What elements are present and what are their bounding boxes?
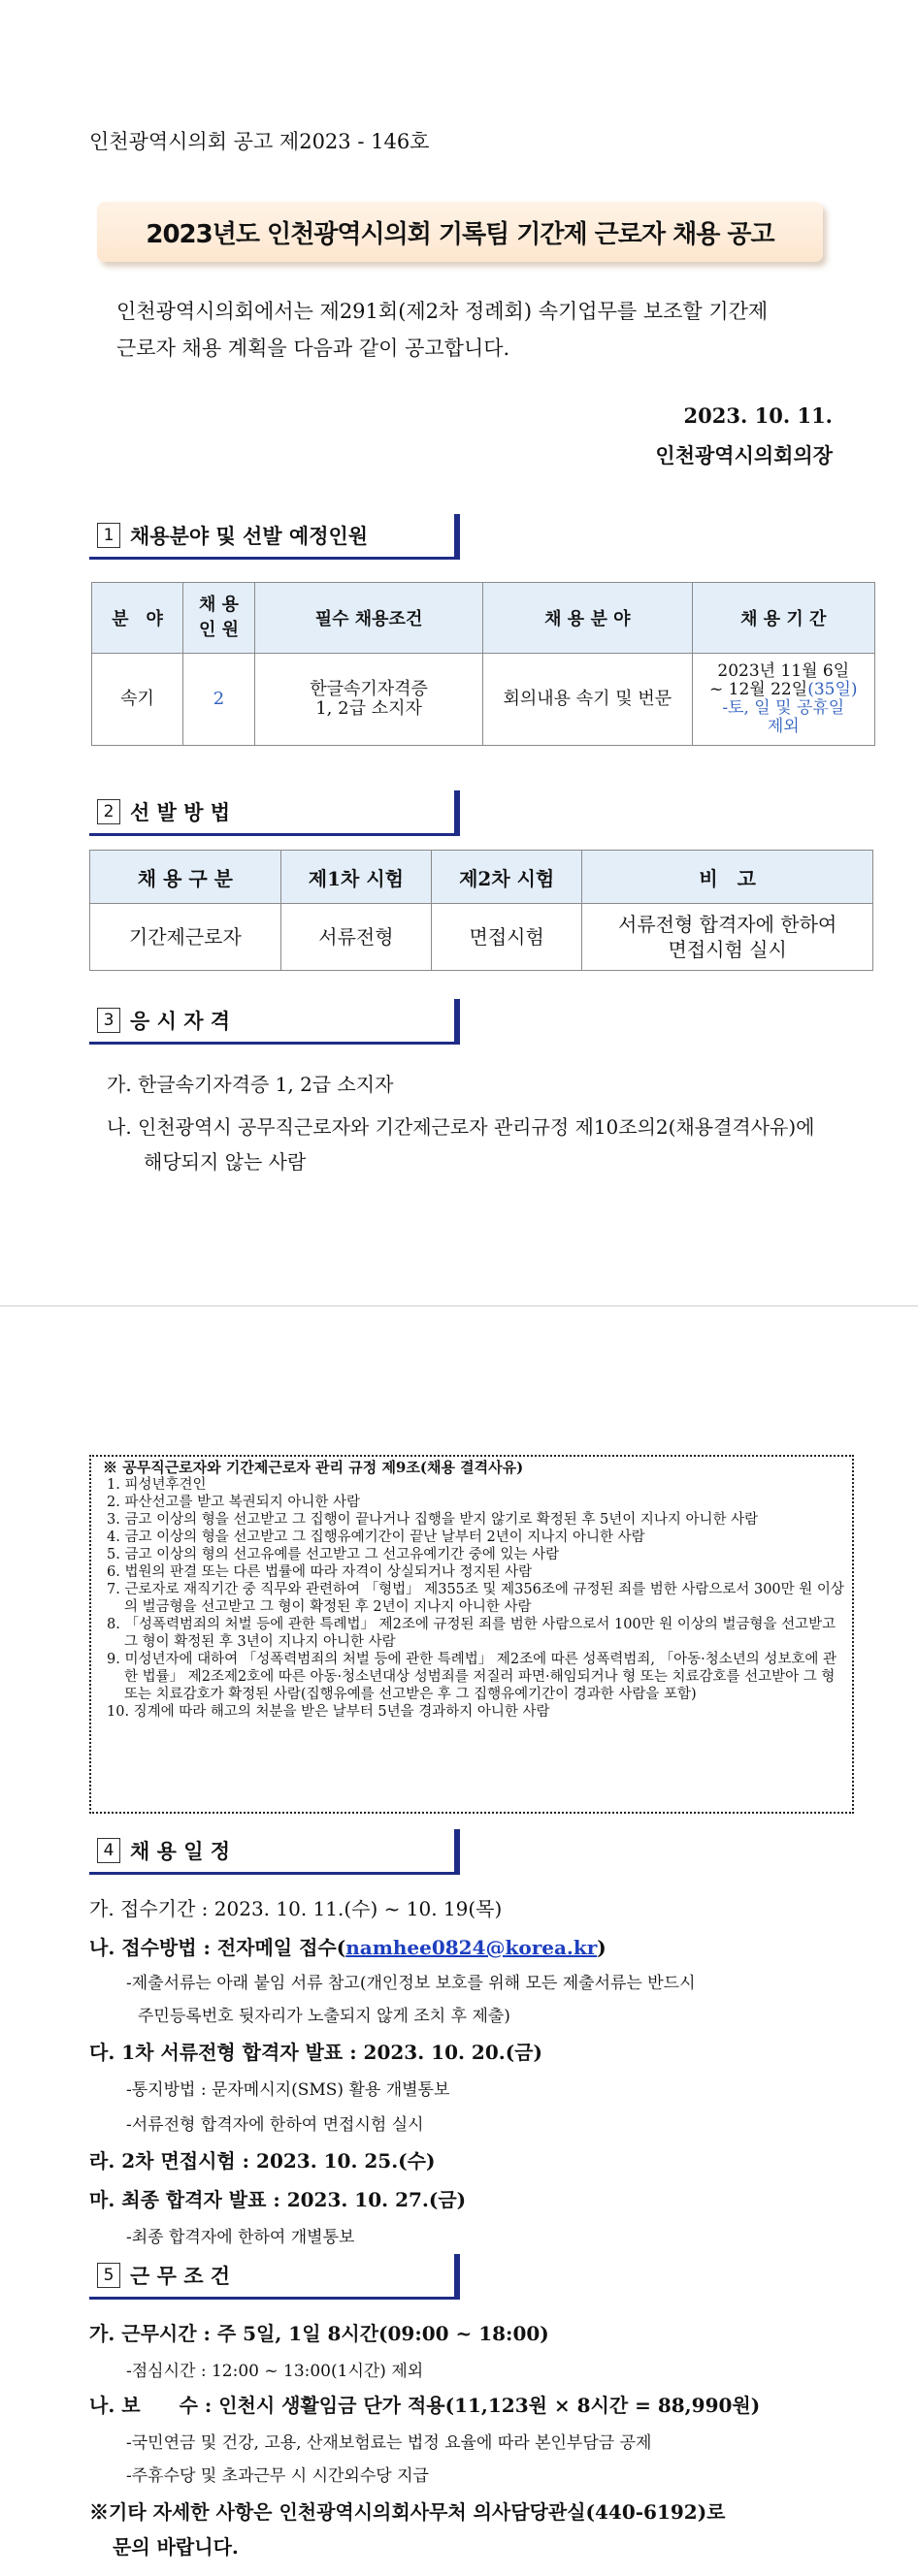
section-2-heading [89,790,460,836]
schedule-e: 마. 최종 합격자 발표 : 2023. 10. 27.(금) [89,2188,467,2211]
table-header-row [92,583,875,654]
disqualification-title: ※ 공무직근로자와 기간제근로자 관리 규정 제9조(채용 결격사유) [103,1459,524,1476]
period-days: (35일) [807,680,858,699]
schedule-e-sub: -최종 합격자에 한하여 개별통보 [126,2228,355,2247]
section-1-title: 채용분야 및 선발 예정인원 [130,525,369,548]
condition-line-1: 한글속기자격증 [310,679,428,699]
list-item: 1. 피성년후견인 [107,1477,207,1493]
col-period: 채 용 기 간 [692,583,874,654]
disqualification-box [89,1455,854,1814]
condition-a: 가. 근무시간 : 주 5일, 1일 8시간(09:00 ~ 18:00) [89,2322,549,2345]
title-banner [97,202,823,262]
note-line-2: 면접시험 실시 [668,938,787,961]
intro-line-1: 인천광역시의회에서는 제291회(제2차 정례회) 속기업무를 보조할 기간제 [116,300,769,323]
test-2-cell: 면접시험 [432,904,582,971]
intro-text [116,293,854,367]
page-title: 2023년도 인천광역시의회 기록팀 기간제 근로자 채용 공고 [146,219,774,249]
section-3-heading [89,999,460,1045]
condition-a-sub: -점심시간 : 12:00 ~ 13:00(1시간) 제외 [126,2362,424,2381]
test-1-cell: 서류전형 [280,904,431,971]
table-header-row [90,851,873,904]
list-item: 10. 징계에 따라 해고의 처분을 받은 날부터 5년을 경과하지 아니한 사람 [107,1704,550,1720]
list-item: 6. 법원의 판결 또는 다른 법률에 따라 자격이 상실되거나 정지된 사람 [107,1564,533,1580]
section-3-title: 응 시 자 격 [130,1010,231,1033]
notice-number: 인천광역시의회 공고 제2023 - 146호 [89,130,430,153]
section-1-heading [89,514,460,560]
condition-line-2: 1, 2급 소지자 [315,698,422,719]
qualification-b-cont: 해당되지 않는 사람 [144,1150,307,1174]
schedule-a: 가. 접수기간 : 2023. 10. 11.(수) ~ 10. 19(목) [89,1897,503,1920]
contact-note-cont: 문의 바랍니다. [113,2535,239,2559]
col-count: 채 용 인 원 [182,583,254,654]
table-row [90,904,873,971]
table-row [92,654,875,746]
email-link[interactable]: namhee0824@korea.kr [345,1936,598,1959]
issuer: 인천광역시의회의장 [655,443,833,467]
section-3-number: 3 [97,1008,120,1033]
condition-cell [255,654,483,746]
section-4-number: 4 [97,1838,120,1863]
section-2-title: 선 발 방 법 [130,801,231,824]
schedule-c-sub-2: -서류전형 합격자에 한하여 면접시험 실시 [126,2115,424,2135]
period-line-4: 제외 [767,717,800,736]
schedule-b-sub-2: 주민등록번호 뒷자리가 노출되지 않게 조치 후 제출) [138,2007,510,2026]
schedule-b-suffix: ) [597,1936,607,1959]
period-line-3: -토, 일 및 공휴일 [722,698,845,718]
period-end: ~ 12월 22일 [709,680,808,699]
condition-b: 나. 보 수 : 인천시 생활임금 단가 적용(11,123원 × 8시간 = 88,990원) [89,2394,761,2417]
page-divider [0,1305,918,1306]
duty-cell: 회의내용 속기 및 번문 [483,654,692,746]
section-4-title: 채 용 일 정 [130,1840,231,1863]
section-2-number: 2 [97,799,120,824]
col-type: 채 용 구 분 [90,851,281,904]
condition-b-sub-2: -주휴수당 및 초과근무 시 시간외수당 지급 [126,2466,429,2486]
note-line-1: 서류전형 합격자에 한하여 [618,913,837,936]
list-item: 8. 「성폭력범죄의 처벌 등에 관한 특례법」 제2조에 규정된 죄를 범한 사람으로서 100만 원 이상의 벌금형을 선고받고 그 형이 확정된 후 3년이 지나지 아니한 사람 [107,1617,836,1650]
qualification-a: 가. 한글속기자격증 1, 2급 소지자 [107,1073,394,1096]
list-item: 4. 금고 이상의 형을 선고받고 그 집행유예기간이 끝난 날부터 2년이 지나지 아니한 사람 [107,1530,645,1545]
condition-b-sub-1: -국민연금 및 건강, 고용, 산재보험료는 법정 요율에 따라 본인부담금 공제 [126,2433,652,2453]
section-5-heading [89,2254,460,2300]
section-5-number: 5 [97,2263,120,2288]
qualification-b: 나. 인천광역시 공무직근로자와 기간제근로자 관리규정 제10조의2(채용결격사유)에 [107,1115,815,1139]
schedule-b [89,1932,607,1960]
period-line-1: 2023년 11월 6일 [717,661,850,681]
section-5-title: 근 무 조 건 [130,2265,231,2288]
schedule-b-prefix: 나. 접수방법 : 전자메일 접수( [89,1936,346,1959]
col-duty: 채 용 분 야 [483,583,692,654]
col-test-1: 제1차 시험 [280,851,431,904]
schedule-b-sub-1: -제출서류는 아래 붙임 서류 참고(개인정보 보호를 위해 모든 제출서류는 반드시 [126,1974,696,1993]
col-note: 비 고 [582,851,873,904]
section-1-number: 1 [97,523,120,548]
recruitment-table [91,582,875,746]
schedule-c: 다. 1차 서류전형 합격자 발표 : 2023. 10. 20.(금) [89,2041,542,2064]
list-item: 5. 금고 이상의 형의 선고유예를 선고받고 그 선고유예기간 중에 있는 사람 [107,1547,560,1562]
list-item: 7. 근로자로 재직기간 중 직무와 관련하여 「형법」 제355조 및 제356조에 규정된 죄를 범한 사람으로서 300만 원 이상의 벌금형을 선고받고 그 형이 확정된 후 2년이 지나지 아니한 사람 [107,1582,844,1615]
section-4-heading [89,1829,460,1875]
field-cell: 속기 [92,654,183,746]
col-field: 분 야 [92,583,183,654]
period-cell [692,654,874,746]
count-cell: 2 [182,654,254,746]
col-test-2: 제2차 시험 [432,851,582,904]
type-cell: 기간제근로자 [90,904,281,971]
notice-date: 2023. 10. 11. [683,403,833,428]
note-cell [582,904,873,971]
contact-note: ※기타 자세한 사항은 인천광역시의회사무처 의사담당관실(440-6192)로 [89,2500,726,2524]
intro-line-2: 근로자 채용 계획을 다음과 같이 공고합니다. [116,337,510,360]
list-item: 2. 파산선고를 받고 복권되지 아니한 사람 [107,1495,360,1510]
selection-table [89,850,873,971]
list-item: 3. 금고 이상의 형을 선고받고 그 집행이 끝나거나 집행을 받지 않기로 확정된 후 5년이 지나지 아니한 사람 [107,1512,759,1528]
period-line-2 [694,681,873,699]
list-item: 9. 미성년자에 대하여 「성폭력범죄의 처벌 등에 관한 특례법」 제2조에 따른 성폭력범죄, 「아동·청소년의 성보호에 관한 법률」 제2조제2호에 따른 아동·청소년대상 성범죄를 저질러 파면·해임되거나 형 또는 치료감호를 선고받아 그 형 또는 치료감호가 확정된 사람(집행유예를 선고받은 후 그 집행유예기간이 경과한 사람을 포함) [107,1652,837,1702]
col-condition: 필수 채용조건 [255,583,483,654]
schedule-c-sub-1: -통지방법 : 문자메시지(SMS) 활용 개별통보 [126,2080,450,2100]
schedule-d: 라. 2차 면접시험 : 2023. 10. 25.(수) [89,2149,436,2173]
